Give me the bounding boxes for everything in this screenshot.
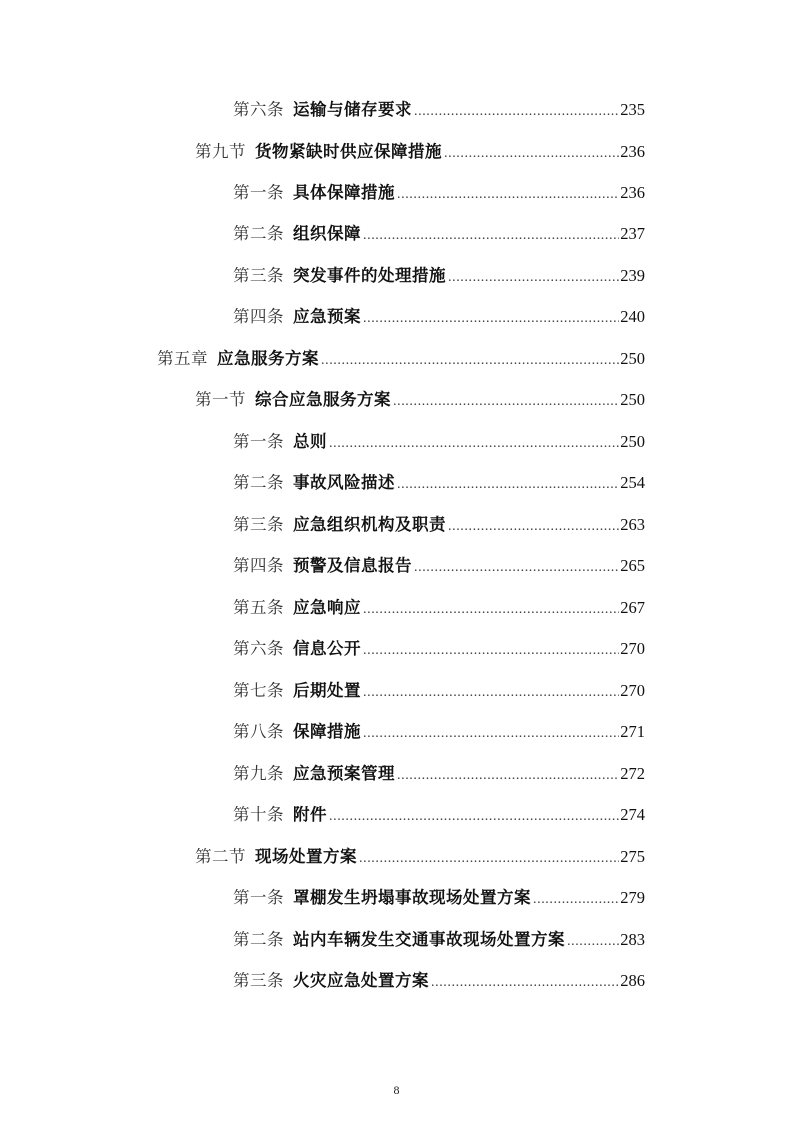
toc-entry-page: 263 [620, 515, 645, 534]
toc-entry-page: 275 [620, 847, 645, 866]
dot-leader [448, 515, 619, 539]
toc-entry-page: 283 [620, 930, 645, 949]
toc-entry-number: 第九节 [195, 142, 246, 161]
toc-entry-page: 240 [620, 307, 645, 326]
toc-entry-number: 第九条 [233, 764, 284, 783]
toc-entry-title: 货物紧缺时供应保障措施 [255, 142, 442, 161]
toc-entry-number: 第七条 [233, 681, 284, 700]
dot-leader [533, 888, 619, 912]
toc-entry[interactable] [233, 430, 645, 454]
toc-entry-page: 237 [620, 224, 645, 243]
toc-entry[interactable] [195, 140, 645, 164]
toc-entry-number: 第四条 [233, 556, 284, 575]
toc-entry[interactable] [233, 596, 645, 620]
toc-entry-number: 第二条 [233, 473, 284, 492]
toc-entry-title: 突发事件的处理措施 [293, 266, 446, 285]
toc-entry[interactable] [233, 98, 645, 122]
toc-entry-title: 综合应急服务方案 [255, 390, 391, 409]
toc-entry-number: 第一条 [233, 183, 284, 202]
toc-entry-title: 罩棚发生坍塌事故现场处置方案 [293, 888, 531, 907]
toc-entry-page: 274 [620, 805, 645, 824]
toc-entry-number: 第二条 [233, 224, 284, 243]
toc-entry-title: 预警及信息报告 [293, 556, 412, 575]
toc-entry-page: 236 [620, 142, 645, 161]
dot-leader [363, 224, 619, 248]
toc-entry-page: 239 [620, 266, 645, 285]
toc-entry-number: 第四条 [233, 307, 284, 326]
dot-leader [397, 473, 619, 497]
toc-entry-title: 总则 [293, 432, 327, 451]
toc-entry-page: 279 [620, 888, 645, 907]
toc-entry-number: 第一条 [233, 888, 284, 907]
toc-entry[interactable] [233, 222, 645, 246]
toc-entry-page: 286 [620, 971, 645, 990]
dot-leader [363, 681, 619, 705]
toc-entry-number: 第十条 [233, 805, 284, 824]
dot-leader [397, 183, 619, 207]
toc-entry-title: 信息公开 [293, 639, 361, 658]
toc-entry-number: 第六条 [233, 639, 284, 658]
dot-leader [363, 722, 619, 746]
dot-leader [414, 556, 619, 580]
dot-leader [448, 266, 619, 290]
toc-entry[interactable] [233, 679, 645, 703]
toc-entry-number: 第八条 [233, 722, 284, 741]
toc-entry-number: 第五章 [157, 349, 208, 368]
page-number: 8 [393, 1083, 400, 1097]
toc-entry-number: 第三条 [233, 515, 284, 534]
toc-entry-title: 现场处置方案 [255, 847, 357, 866]
toc-entry-page: 254 [620, 473, 645, 492]
toc-entry[interactable] [195, 845, 645, 869]
dot-leader [363, 639, 619, 663]
toc-entry-page: 270 [620, 681, 645, 700]
toc-entry[interactable] [233, 305, 645, 329]
toc-entry-number: 第一节 [195, 390, 246, 409]
dot-leader [363, 598, 619, 622]
toc-entry[interactable] [233, 928, 645, 952]
toc-entry-number: 第二条 [233, 930, 284, 949]
toc-entry[interactable] [233, 181, 645, 205]
toc-entry-page: 236 [620, 183, 645, 202]
toc-entry-page: 235 [620, 100, 645, 119]
dot-leader [321, 349, 619, 373]
dot-leader [359, 847, 619, 871]
toc-entry-title: 应急组织机构及职责 [293, 515, 446, 534]
toc-entry[interactable] [157, 347, 645, 371]
toc-entry-number: 第三条 [233, 971, 284, 990]
toc-entry[interactable] [233, 969, 645, 993]
toc-entry-page: 265 [620, 556, 645, 575]
toc-entry-title: 附件 [293, 805, 327, 824]
toc-entry-title: 组织保障 [293, 224, 361, 243]
toc-entry-title: 后期处置 [293, 681, 361, 700]
toc-entry-number: 第一条 [233, 432, 284, 451]
toc-entry[interactable] [233, 264, 645, 288]
toc-entry-title: 应急响应 [293, 598, 361, 617]
toc-entry[interactable] [233, 886, 645, 910]
toc-entry-title: 应急服务方案 [217, 349, 319, 368]
toc-entry-title: 应急预案管理 [293, 764, 395, 783]
toc-entry-title: 保障措施 [293, 722, 361, 741]
toc-entry-page: 250 [620, 349, 645, 368]
toc-entry-title: 火灾应急处置方案 [293, 971, 429, 990]
toc-entry[interactable] [195, 388, 645, 412]
toc-entry[interactable] [233, 637, 645, 661]
toc-entry-title: 具体保障措施 [293, 183, 395, 202]
toc-entry-page: 267 [620, 598, 645, 617]
toc-entry-number: 第六条 [233, 100, 284, 119]
toc-entry-page: 250 [620, 390, 645, 409]
dot-leader [414, 100, 619, 124]
toc-entry-page: 271 [620, 722, 645, 741]
toc-entry-number: 第五条 [233, 598, 284, 617]
toc-entry[interactable] [233, 471, 645, 495]
toc-entry-title: 应急预案 [293, 307, 361, 326]
dot-leader [363, 307, 619, 331]
dot-leader [567, 930, 619, 954]
toc-entry[interactable] [233, 554, 645, 578]
toc-entry-page: 272 [620, 764, 645, 783]
toc-entry-page: 270 [620, 639, 645, 658]
toc-entry[interactable] [233, 762, 645, 786]
dot-leader [329, 805, 619, 829]
dot-leader [329, 432, 619, 456]
dot-leader [431, 971, 619, 995]
toc-entry-title: 运输与储存要求 [293, 100, 412, 119]
toc-entry[interactable] [233, 513, 645, 537]
dot-leader [397, 764, 619, 788]
toc-entry-number: 第二节 [195, 847, 246, 866]
dot-leader [393, 390, 619, 414]
toc-entry[interactable] [233, 803, 645, 827]
dot-leader [444, 142, 619, 166]
toc-entry-title: 站内车辆发生交通事故现场处置方案 [293, 930, 565, 949]
toc-entry-page: 250 [620, 432, 645, 451]
toc-entry[interactable] [233, 720, 645, 744]
toc-entry-title: 事故风险描述 [293, 473, 395, 492]
toc-entry-number: 第三条 [233, 266, 284, 285]
